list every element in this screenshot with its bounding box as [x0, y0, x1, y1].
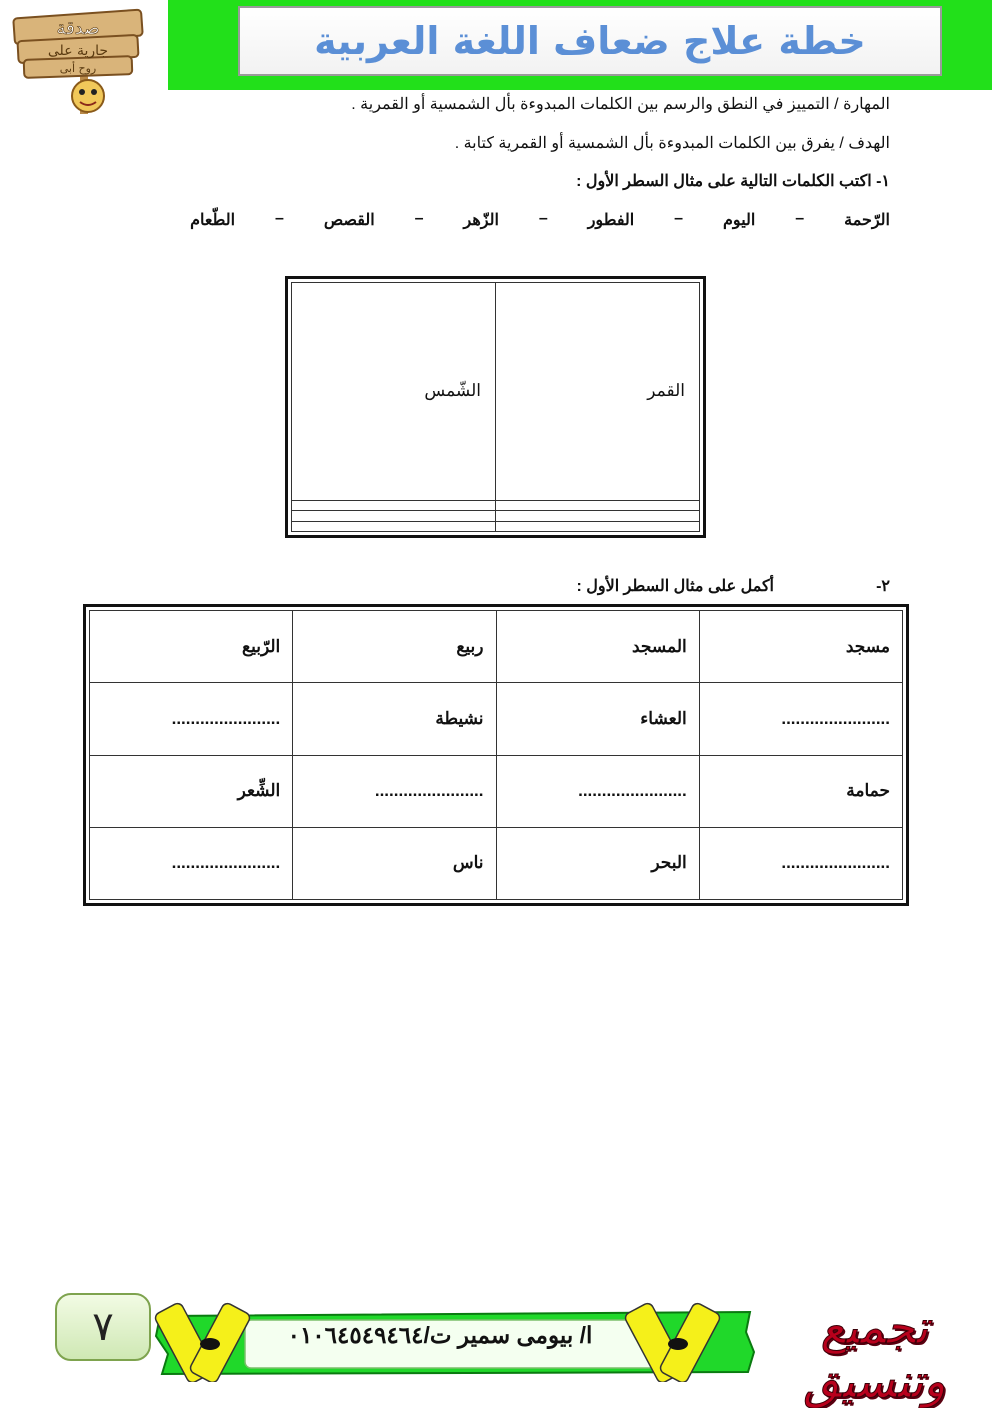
page-number: ٧	[92, 1304, 114, 1350]
table-cell[interactable]	[292, 521, 496, 531]
page-number-box	[55, 1293, 151, 1361]
table-header-moon: القمر	[496, 283, 700, 501]
author-contact: ا/ بيومى سمير ت/٠١٠٦٤٥٤٩٤٦٤	[287, 1322, 593, 1348]
table-row	[292, 283, 700, 501]
exercise1-instruction: ١- اكتب الكلمات التالية على مثال السطر الأول :	[576, 173, 890, 190]
word-separator: –	[414, 210, 424, 227]
word-item: القصص	[323, 212, 375, 229]
word-separator: –	[538, 210, 548, 227]
table-cell: ربيع	[293, 611, 496, 683]
table-cell[interactable]	[496, 500, 700, 510]
sun-moon-table	[285, 276, 706, 538]
word-item: الزّهر	[463, 212, 499, 229]
table-cell[interactable]	[496, 511, 700, 521]
table-cell: نشيطة	[293, 683, 496, 755]
table-row	[90, 683, 903, 755]
exercise2-instruction: أكمل على مثال السطر الأول :	[576, 578, 774, 595]
table-cell: العشاء	[496, 683, 699, 755]
table-row	[90, 611, 903, 683]
word-item: الفطور	[587, 212, 635, 229]
table-cell-blank[interactable]: .......................	[293, 755, 496, 827]
logo-text-3: روح أبى	[59, 62, 97, 75]
table-cell[interactable]	[292, 500, 496, 510]
table-row	[292, 511, 700, 521]
table-cell-blank[interactable]: .......................	[699, 827, 902, 899]
complete-table	[83, 604, 909, 906]
table-row	[90, 755, 903, 827]
table-cell-blank[interactable]: .......................	[699, 683, 902, 755]
table-cell: المسجد	[496, 611, 699, 683]
table-row	[292, 521, 700, 531]
word-separator: –	[795, 210, 805, 227]
table-cell[interactable]	[292, 511, 496, 521]
goal-line: الهدف / يفرق بين الكلمات المبدوءة بأل الشمسية أو القمرية كتابة .	[454, 135, 890, 152]
table-cell[interactable]	[496, 521, 700, 531]
exercise2-number: ٢-	[876, 578, 890, 595]
logo-text-2: جارية على	[47, 43, 109, 59]
table-row	[292, 500, 700, 510]
title-box	[238, 6, 942, 76]
word-item: اليوم	[723, 212, 756, 229]
word-list	[190, 210, 890, 230]
table-cell-blank[interactable]: .......................	[496, 755, 699, 827]
table-cell: البحر	[496, 827, 699, 899]
skill-line: المهارة / التمييز في النطق والرسم بين الكلمات المبدوءة بأل الشمسية أو القمرية .	[351, 96, 890, 113]
table-cell: الرّبيع	[90, 611, 293, 683]
table-cell: حمامة	[699, 755, 902, 827]
table-row	[90, 827, 903, 899]
word-item: الرّحمة	[844, 212, 890, 229]
table-cell-blank[interactable]: .......................	[90, 827, 293, 899]
page-title: خطة علاج ضعاف اللغة العربية	[314, 19, 866, 63]
table-cell: مسجد	[699, 611, 902, 683]
word-separator: –	[274, 210, 284, 227]
logo-text-1: صدقة	[56, 18, 100, 39]
word-separator: –	[674, 210, 684, 227]
table-cell-blank[interactable]: .......................	[90, 683, 293, 755]
table-cell: ناس	[293, 827, 496, 899]
table-cell: الشِّعر	[90, 755, 293, 827]
signature-text: تجميع وتنسيق	[803, 1300, 946, 1408]
logo-sign-icon	[8, 4, 148, 124]
table-header-sun: الشّمس	[292, 283, 496, 501]
word-item: الطّعام	[190, 212, 236, 229]
